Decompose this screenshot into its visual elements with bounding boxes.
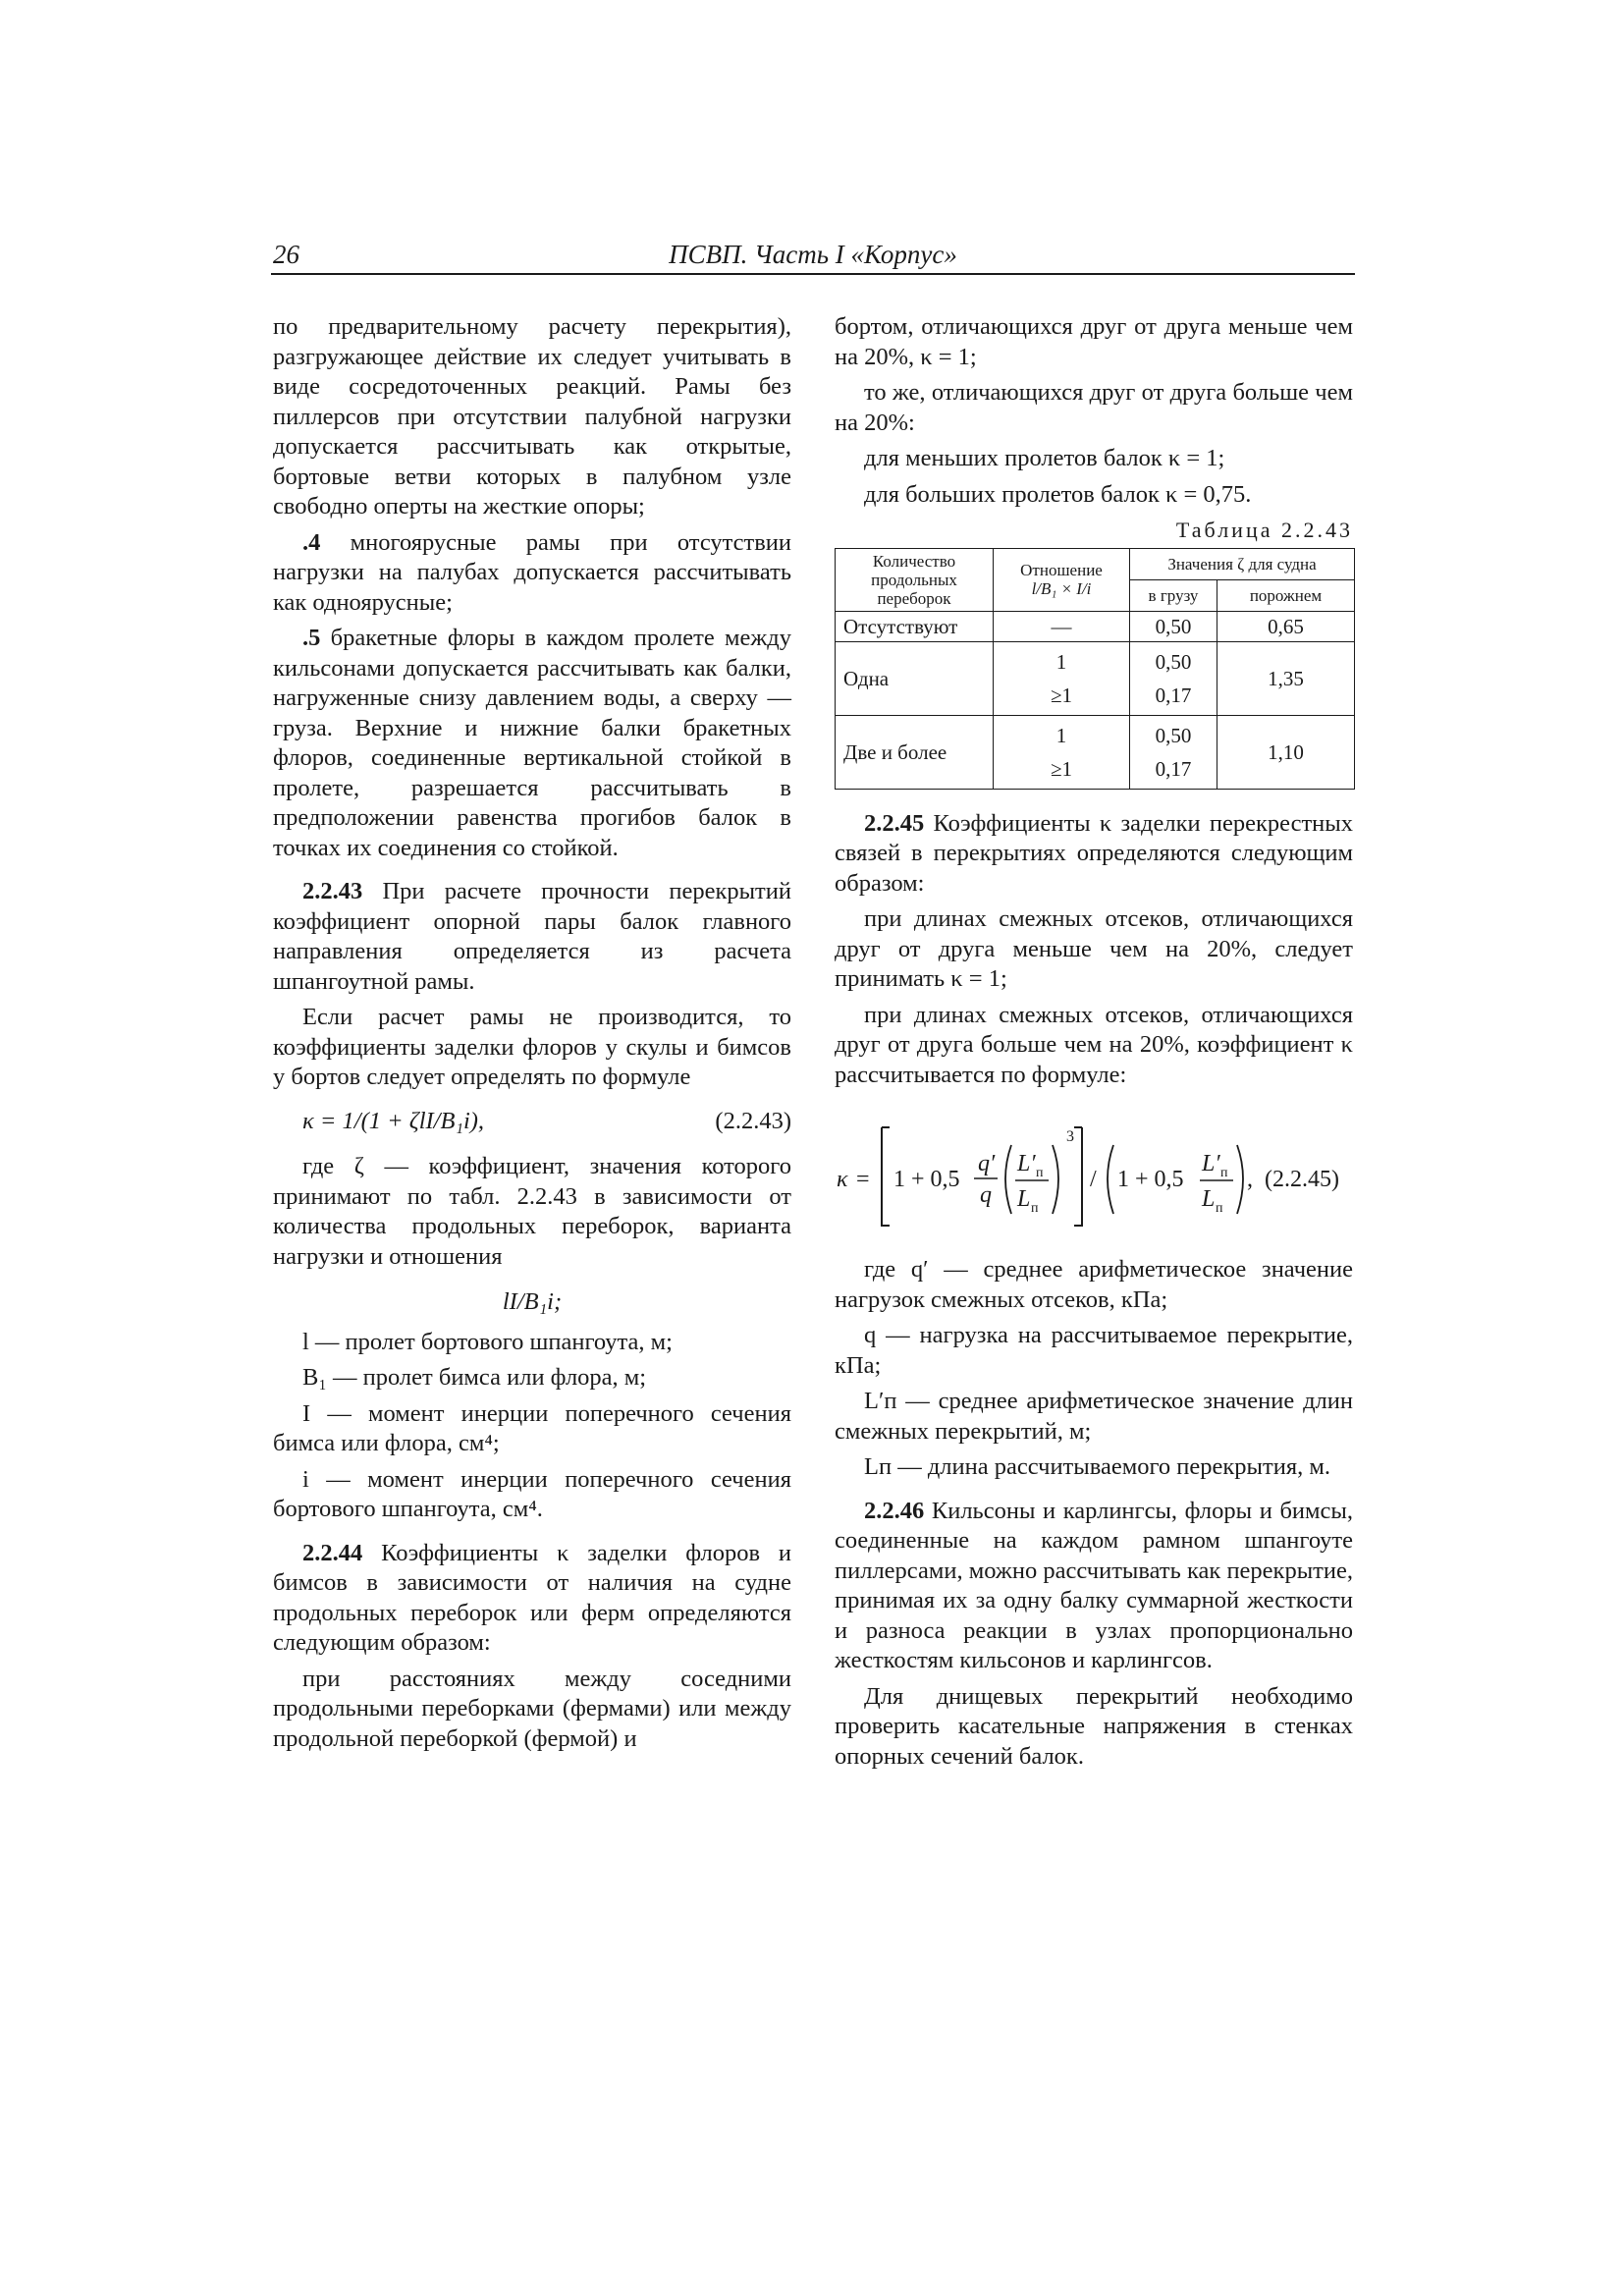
paragraph: где ζ — коэффициент, значения которого принимают по табл. 2.2.43 в зависимости от количества продольных переборок, варианта нагрузки и отношения — [273, 1153, 791, 1270]
paragraph: Для днищевых перекрытий необходимо проверить касательные напряжения в стенках опорных сечений балок. — [835, 1682, 1353, 1770]
definition-b1: B₁ — пролет бимса или флора, м; — [302, 1364, 647, 1391]
svg-text:q′: q′ — [978, 1151, 996, 1176]
header-values: Значения ζ для судна — [1130, 548, 1355, 579]
paragraph: .5 бракетные флоры в каждом пролете между кильсонами допускается рассчитывать как балки, нагруженные снизу давлением воды, а сверху — груза. Верхние и нижние балки бракетных флоров, соединенные вертикальной стойкой в пролете, разрешается рассчитывать в предположении равенства прогибов балок в точках их соединения со стойкой. — [273, 625, 791, 861]
svg-text:,: , — [1247, 1167, 1253, 1192]
svg-text:п: п — [1036, 1166, 1044, 1180]
paragraph: Если расчет рамы не производится, то коэффициенты заделки флоров у скулы и бимсов у бортов следует определять по формуле — [273, 1004, 791, 1090]
paragraph: бортом, отличающихся друг от друга меньше чем на 20%, κ = 1; — [835, 313, 1353, 370]
header-empty: порожнем — [1217, 579, 1355, 611]
equation-text: κ = 1/(1 + ζlI/B₁i), — [302, 1107, 485, 1134]
svg-text:L′: L′ — [1017, 1151, 1036, 1176]
paragraph: для больших пролетов балок κ = 0,75. — [864, 480, 1252, 508]
paragraph: .4 многоярусные рамы при отсутствии нагрузки на палубах допускается рассчитывать как одноярусные; — [273, 528, 791, 616]
svg-text:1 + 0,5: 1 + 0,5 — [893, 1167, 960, 1192]
table-row: Одна 1 ≥1 0,50 0,17 1,35 — [836, 641, 1355, 715]
section-2-2-44: 2.2.44 Коэффициенты κ заделки флоров и бимсов в зависимости от наличия на судне продольных переборок или ферм определяются следующим образом: — [273, 1539, 791, 1656]
svg-text:п: п — [1031, 1201, 1039, 1216]
formula-graphic — [835, 1100, 1353, 1247]
ratio-expression: lI/B₁i; — [502, 1288, 563, 1315]
svg-text:3: 3 — [1066, 1128, 1074, 1145]
svg-text:/: / — [1090, 1167, 1097, 1192]
left-column — [273, 312, 791, 1760]
header-loaded: в грузу — [1130, 579, 1217, 611]
right-column — [835, 312, 1353, 1777]
svg-text:п: п — [1216, 1201, 1223, 1216]
svg-text:п: п — [1220, 1166, 1228, 1180]
equation-2-2-45 — [835, 1100, 1353, 1247]
svg-text:L′: L′ — [1202, 1151, 1220, 1176]
paragraph: по предварительному расчету перекрытия), разгружающее действие их следует учитывать в виде сосредоточенных реакций. Рамы без пиллерсов при отсутствии палубной нагрузки допускается рассчитывать как открытые, бортовые ветви которых в палубном узле свободно оперты на жесткие опоры; — [273, 313, 791, 519]
paragraph: при расстояниях между соседними продольными переборками (фермами) или между продольной переборкой (фермой) и — [273, 1665, 791, 1752]
equation-2-2-43 — [273, 1107, 791, 1137]
paragraph: при длинах смежных отсеков, отличающихся друг от друга больше чем на 20%, коэффициент κ рассчитывается по формуле: — [835, 1001, 1353, 1088]
table-caption: Таблица 2.2.43 — [1175, 518, 1353, 542]
table-2-2-43 — [835, 548, 1355, 790]
svg-text:=: = — [856, 1167, 870, 1192]
definition-i-beam: I — момент инерции поперечного сечения бимса или флора, см⁴; — [273, 1399, 791, 1456]
table-row: Две и более 1 ≥1 0,50 0,17 1,10 — [836, 715, 1355, 789]
definition-i-frame: i — момент инерции поперечного сечения бортового шпангоута, см⁴. — [273, 1465, 791, 1522]
running-title: ПСВП. Часть I «Корпус» — [669, 240, 957, 269]
section-2-2-46: 2.2.46 Кильсоны и карлингсы, флоры и бимсы, соединенные на каждом рамном шпангоуте пиллерсами, можно рассчитывать как перекрытие, принимая их за одну балку суммарной жесткости и разноса реакции в узлах пропорционально жесткостям кильсонов и карлингсов. — [835, 1497, 1353, 1673]
paragraph: для меньших пролетов балок κ = 1; — [864, 445, 1225, 471]
definition-l: l — пролет бортового шпангоута, м; — [302, 1328, 673, 1355]
equation-number: (2.2.43) — [715, 1107, 791, 1134]
svg-text:L: L — [1017, 1186, 1031, 1212]
equation-number: (2.2.45) — [1265, 1167, 1339, 1192]
header-count: Количество продольных переборок — [836, 548, 994, 611]
paragraph: то же, отличающихся друг от друга больше чем на 20%: — [835, 379, 1353, 436]
definition-q: q — нагрузка на рассчитываемое перекрытие, кПа; — [835, 1322, 1353, 1379]
header-ratio: Отношение l/B₁ × I/i — [994, 548, 1130, 611]
page-header — [271, 240, 1355, 275]
section-2-2-45: 2.2.45 Коэффициенты κ заделки перекрестных связей в перекрытиях определяются следующим образом: — [835, 809, 1353, 897]
svg-text:1 + 0,5: 1 + 0,5 — [1117, 1167, 1184, 1192]
svg-text:L: L — [1202, 1186, 1216, 1212]
definition-l-prime: L′п — среднее арифметическое значение длин смежных перекрытий, м; — [835, 1388, 1353, 1445]
definition-l: Lп — длина рассчитываемого перекрытия, м. — [864, 1453, 1330, 1480]
paragraph: при длинах смежных отсеков, отличающихся друг от друга меньше чем на 20%, следует принимать κ = 1; — [835, 905, 1353, 992]
definition-q-prime: где q′ — среднее арифметическое значение нагрузок смежных отсеков, кПа; — [835, 1256, 1353, 1313]
table-row: Отсутствуют — 0,50 0,65 — [836, 611, 1355, 641]
page-number: 26 — [273, 240, 299, 269]
section-2-2-43: 2.2.43 При расчете прочности перекрытий коэффициент опорной пары балок главного направления определяется из расчета шпангоутной рамы. — [273, 878, 791, 995]
svg-text:κ: κ — [837, 1167, 848, 1192]
svg-text:q: q — [980, 1182, 992, 1208]
